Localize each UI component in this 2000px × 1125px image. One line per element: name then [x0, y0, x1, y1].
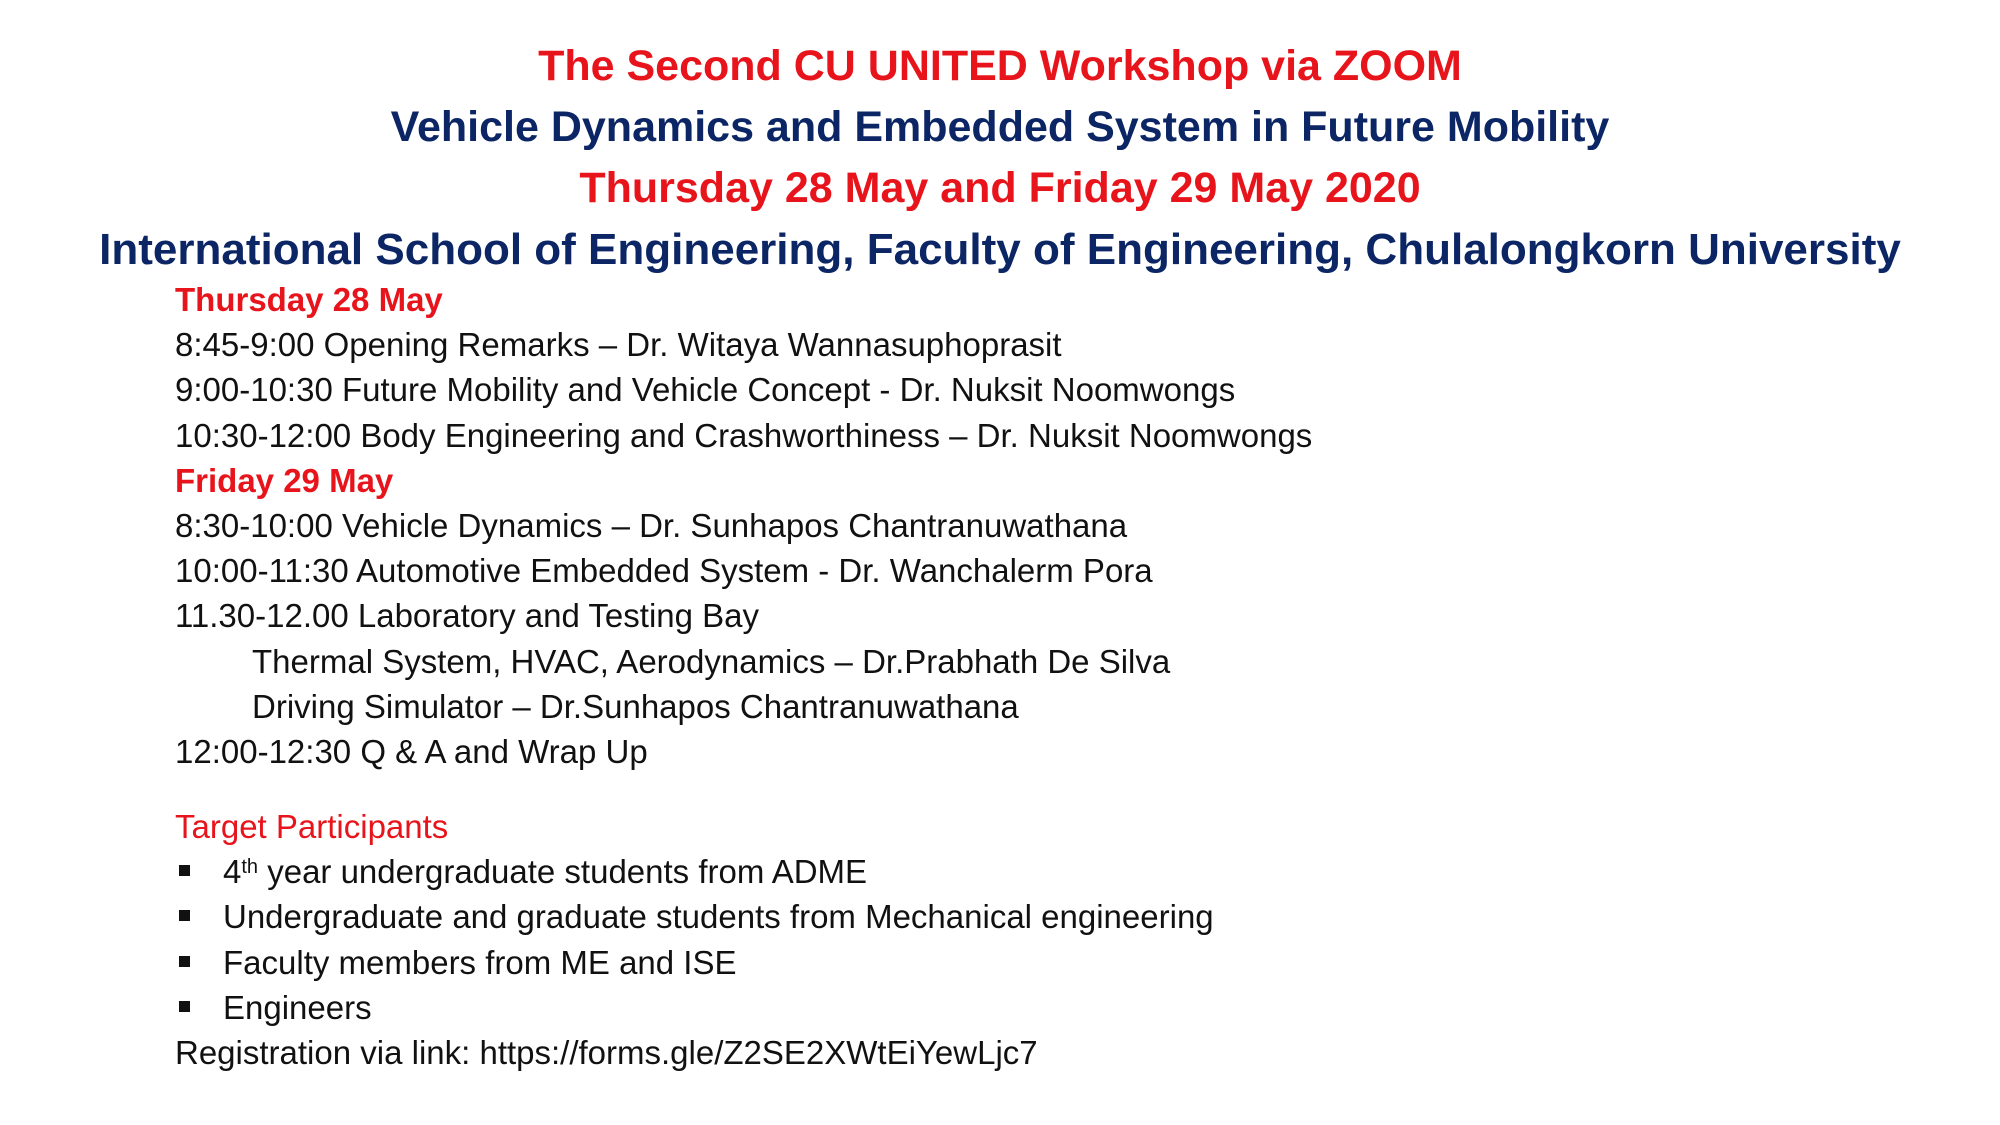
- participant-list-item: [175, 985, 1955, 1030]
- workshop-subtitle: Vehicle Dynamics and Embedded System in Future Mobility: [390, 103, 1610, 151]
- section-spacer: [175, 774, 1955, 804]
- schedule-item: 9:00-10:30 Future Mobility and Vehicle Concept - Dr. Nuksit Noomwongs: [175, 371, 1236, 409]
- square-bullet-icon: [179, 910, 190, 921]
- participant-list-item: [175, 894, 1955, 939]
- participant-list-item: [175, 849, 1955, 894]
- workshop-dates: Thursday 28 May and Friday 29 May 2020: [579, 164, 1421, 212]
- participant-year: 4: [223, 853, 242, 891]
- target-participants-heading: Target Participants: [175, 808, 449, 846]
- participant-list-item: [175, 940, 1955, 985]
- square-bullet-icon: [179, 865, 190, 876]
- day-heading-thursday: Thursday 28 May: [175, 281, 443, 318]
- registration-link[interactable]: Registration via link: https://forms.gle/Z2SE2XWtEiYewLjc7: [175, 1034, 1038, 1071]
- square-bullet-icon: [179, 956, 190, 967]
- workshop-title: The Second CU UNITED Workshop via ZOOM: [538, 42, 1462, 90]
- participant-text: Faculty members from ME and ISE: [223, 943, 737, 981]
- schedule-item: 10:00-11:30 Automotive Embedded System - Dr. Wanchalerm Pora: [175, 552, 1153, 590]
- schedule-item: 10:30-12:00 Body Engineering and Crashworthiness – Dr. Nuksit Noomwongs: [175, 416, 1313, 454]
- schedule-sub-item: Driving Simulator – Dr.Sunhapos Chantranuwathana: [252, 687, 1019, 725]
- slide-body: [175, 277, 1955, 1075]
- workshop-host: International School of Engineering, Faculty of Engineering, Chulalongkorn University: [99, 225, 1901, 274]
- schedule-item: 8:30-10:00 Vehicle Dynamics – Dr. Sunhapos Chantranuwathana: [175, 506, 1128, 544]
- day-heading-friday: Friday 29 May: [175, 461, 394, 499]
- ordinal-suffix: th: [241, 856, 259, 879]
- participant-text: year undergraduate students from ADME: [258, 853, 868, 891]
- participant-text: Engineers: [223, 988, 372, 1026]
- schedule-sub-item: Thermal System, HVAC, Aerodynamics – Dr.Prabhath De Silva: [252, 642, 1171, 680]
- participant-text: Undergraduate and graduate students from Mechanical engineering: [223, 898, 1214, 936]
- slide-header: [0, 36, 2000, 280]
- schedule-item: 8:45-9:00 Opening Remarks – Dr. Witaya Wannasuphoprasit: [175, 326, 1062, 364]
- schedule-item: 11.30-12.00 Laboratory and Testing Bay: [175, 597, 760, 635]
- schedule-closing-item: 12:00-12:30 Q & A and Wrap Up: [175, 732, 648, 770]
- square-bullet-icon: [179, 1001, 190, 1012]
